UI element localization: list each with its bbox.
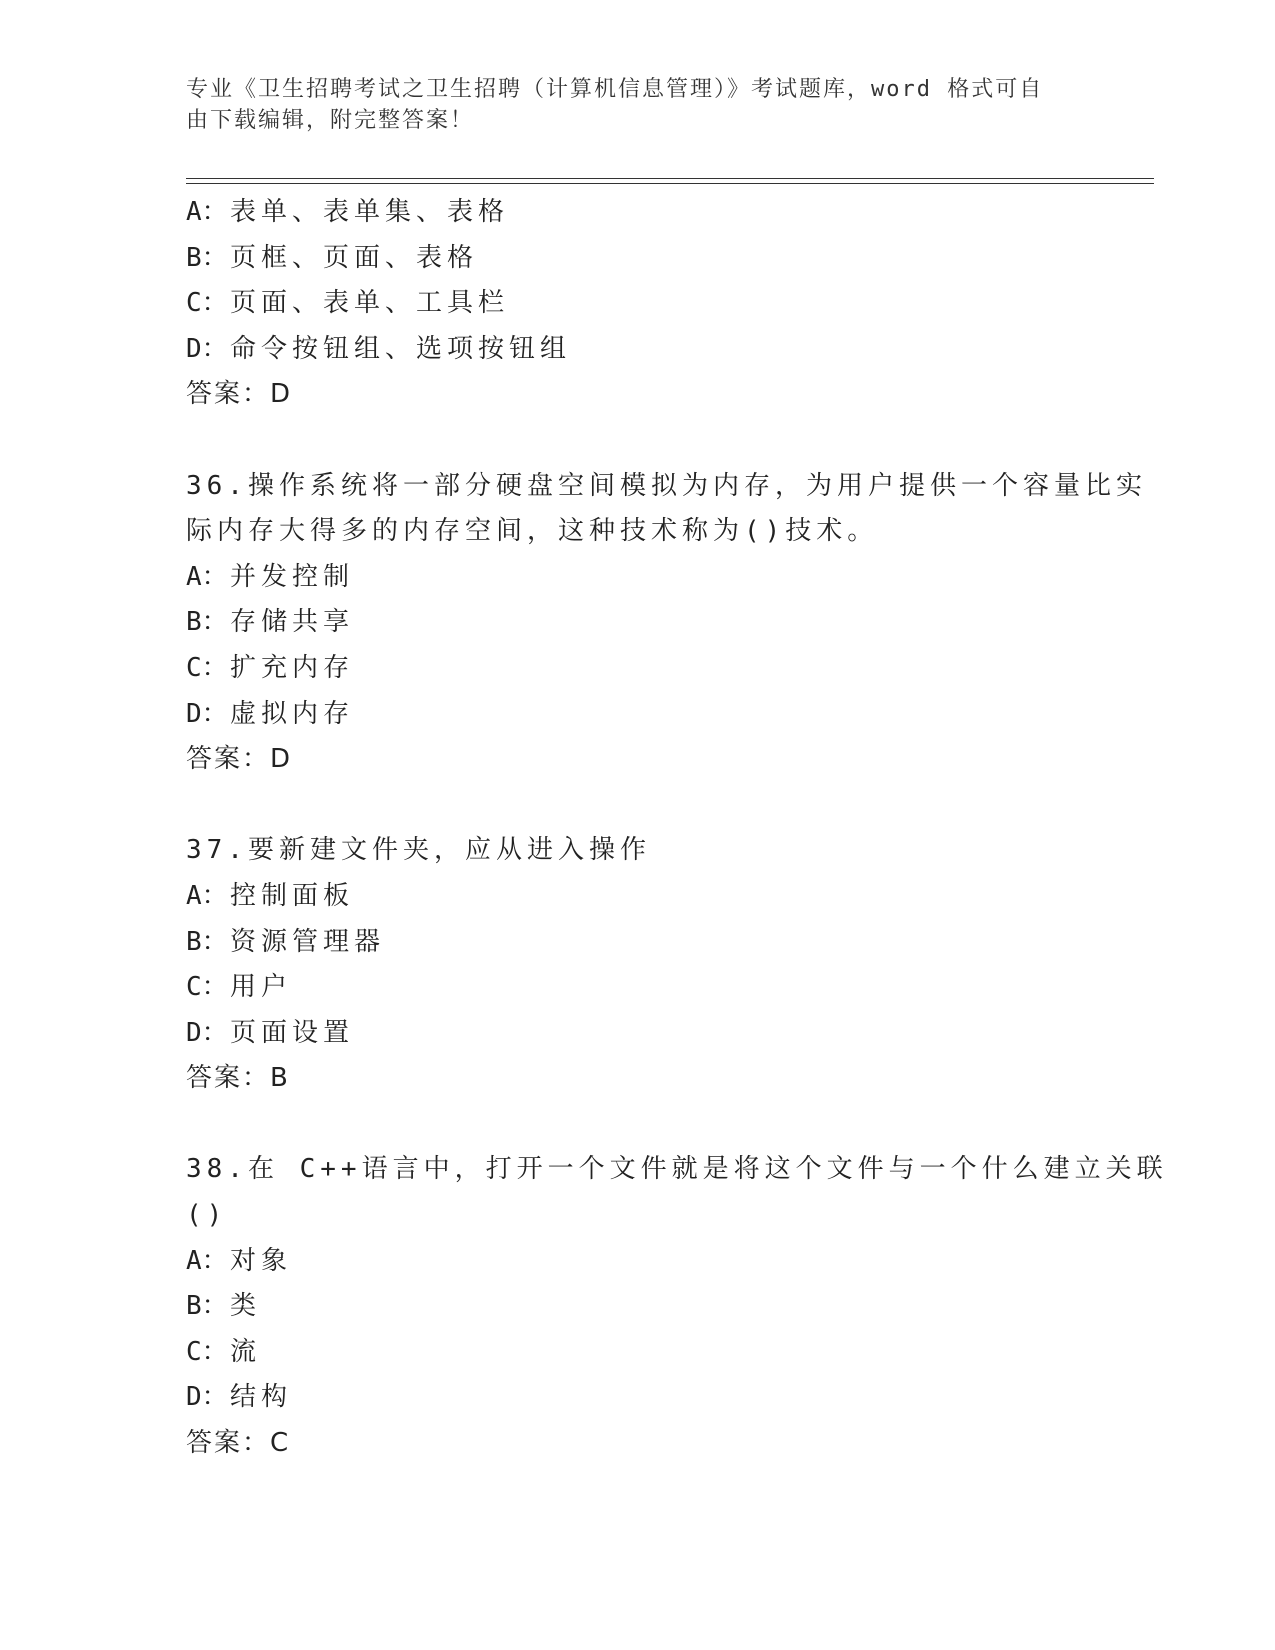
option-text: 对象: [230, 1245, 293, 1276]
option-c: [186, 1330, 1086, 1376]
option-d: [186, 1011, 1086, 1057]
question-text-line-2: (): [186, 1200, 228, 1231]
option-text: 并发控制: [230, 561, 355, 592]
option-d: [186, 327, 1086, 373]
option-a: [186, 190, 1086, 236]
option-letter: B：: [186, 607, 228, 638]
question-text-line-1: 38.在 C++语言中，打开一个文件就是将这个文件与一个什么建立关联: [186, 1154, 1168, 1185]
answer-line: 答案：D: [186, 379, 293, 410]
spacer: [186, 1102, 1086, 1148]
option-b: [186, 600, 1086, 646]
answer-line: 答案：C: [186, 1428, 291, 1459]
option-text: 存储共享: [230, 607, 355, 638]
question-list: [186, 190, 1168, 1467]
option-d: [186, 692, 1086, 738]
option-letter: B：: [186, 926, 228, 957]
option-letter: C：: [186, 1336, 228, 1367]
option-letter: B：: [186, 242, 228, 273]
option-a: [186, 874, 1086, 920]
option-text: 页框、页面、表格: [230, 242, 479, 273]
option-letter: A：: [186, 197, 228, 227]
option-d: [186, 1375, 1086, 1421]
header-divider-top: [186, 178, 1154, 179]
spacer: [186, 783, 1086, 829]
option-letter: A：: [186, 561, 228, 592]
question-38-block: [186, 1147, 1168, 1466]
option-letter: A：: [186, 1245, 228, 1276]
option-a: [186, 555, 1086, 601]
option-b: [186, 920, 1086, 966]
option-c: [186, 646, 1086, 692]
option-letter: C：: [186, 972, 228, 1003]
option-text: 资源管理器: [230, 926, 386, 957]
question-text-line-2: 际内存大得多的内存空间，这种技术称为()技术。: [186, 516, 879, 547]
question-36-block: [186, 464, 1147, 783]
option-letter: D：: [186, 1017, 228, 1048]
option-text: 表单、表单集、表格: [230, 197, 510, 227]
option-b: [186, 1284, 1086, 1330]
option-b: [186, 236, 1086, 282]
option-text: 控制面板: [230, 880, 355, 911]
option-text: 用户: [230, 972, 293, 1003]
option-letter: C：: [186, 288, 228, 319]
option-a: [186, 1239, 1086, 1285]
header-divider-bottom: [186, 183, 1154, 184]
option-letter: C：: [186, 652, 228, 683]
question-text-line-1: 36.操作系统将一部分硬盘空间模拟为内存，为用户提供一个容量比实: [186, 470, 1147, 501]
question-35-block: [186, 190, 1086, 418]
question-37-block: [186, 828, 1086, 1102]
spacer: [186, 418, 1086, 464]
intro-line-1: 专业《卫生招聘考试之卫生招聘（计算机信息管理）》考试题库，word 格式可自: [186, 77, 1044, 102]
option-text: 虚拟内存: [230, 698, 355, 729]
option-letter: A：: [186, 880, 228, 911]
option-text: 类: [230, 1291, 262, 1322]
option-text: 流: [230, 1336, 262, 1367]
option-c: [186, 281, 1086, 327]
option-text: 结构: [230, 1382, 293, 1413]
option-letter: D：: [186, 333, 228, 364]
option-text: 页面、表单、工具栏: [230, 288, 510, 319]
option-text: 页面设置: [230, 1017, 355, 1048]
answer-line: 答案：B: [186, 1063, 290, 1094]
document-intro: [186, 74, 1066, 136]
option-text: 命令按钮组、选项按钮组: [230, 333, 572, 364]
option-text: 扩充内存: [230, 652, 355, 683]
intro-line-2: 由下载编辑，附完整答案！: [186, 108, 475, 133]
option-letter: D：: [186, 698, 228, 729]
option-letter: D：: [186, 1382, 228, 1413]
option-c: [186, 965, 1086, 1011]
answer-line: 答案：D: [186, 744, 293, 775]
question-text-line-1: 37.要新建文件夹，应从进入操作: [186, 835, 651, 866]
option-letter: B：: [186, 1291, 228, 1322]
